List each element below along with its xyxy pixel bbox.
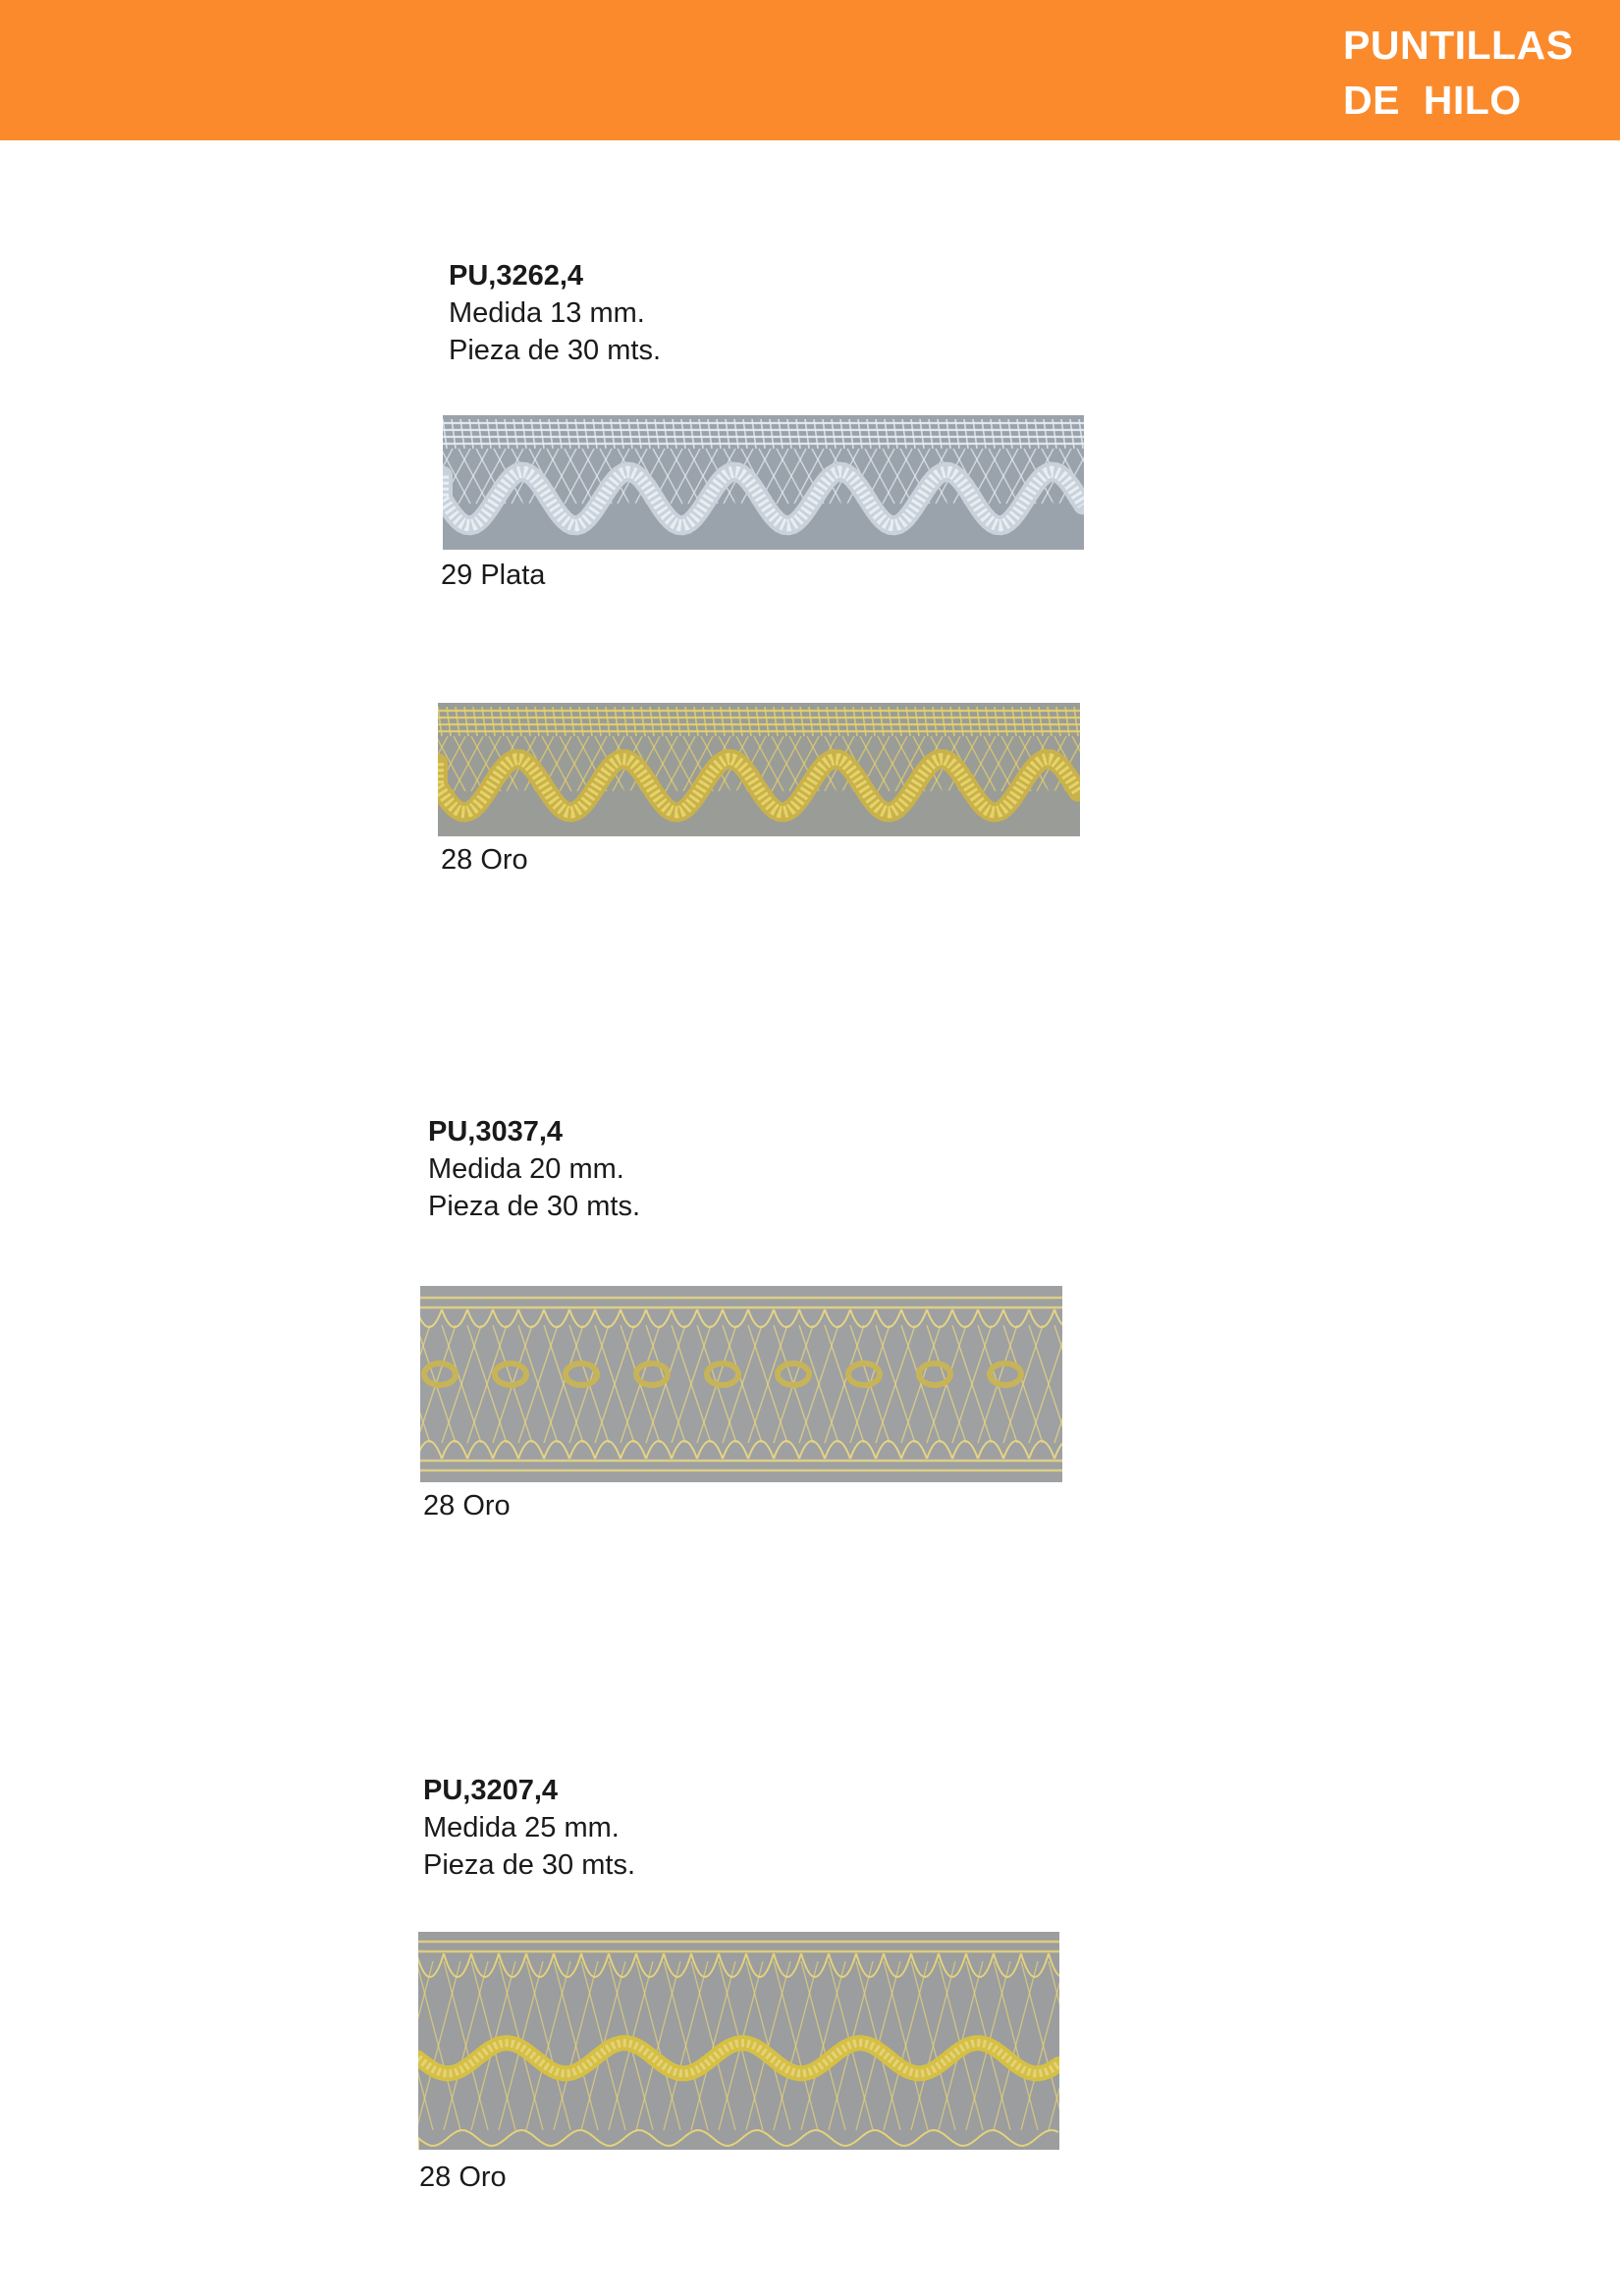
product-code: PU,3037,4 [428, 1116, 564, 1148]
lace-swatch-image [420, 1286, 1062, 1482]
swatch-caption: 28 Oro [441, 844, 528, 876]
product-code: PU,3207,4 [423, 1775, 559, 1806]
section-title-line-1: PUNTILLAS [1343, 23, 1574, 68]
swatch-pu-3037-oro [420, 1286, 1062, 1482]
section-title-line-2: DE HILO [1343, 78, 1522, 123]
lace-swatch-image [438, 703, 1080, 836]
lace-swatch-image [443, 415, 1084, 550]
product-size: Medida 20 mm. [428, 1153, 624, 1185]
swatch-caption: 28 Oro [419, 2162, 507, 2193]
product-pu-3037 [428, 1113, 640, 1225]
swatch-pu-3207-oro [418, 1932, 1059, 2150]
product-pu-3207 [423, 1772, 635, 1884]
section-title [1343, 18, 1574, 128]
product-code: PU,3262,4 [449, 260, 584, 292]
lace-swatch-image [418, 1932, 1059, 2150]
swatch-pu-3262-plata [443, 415, 1084, 550]
product-piece-length: Pieza de 30 mts. [449, 335, 661, 366]
product-size: Medida 13 mm. [449, 297, 645, 329]
swatch-caption: 28 Oro [423, 1490, 511, 1522]
product-size: Medida 25 mm. [423, 1812, 620, 1843]
product-pu-3262 [449, 257, 661, 369]
product-piece-length: Pieza de 30 mts. [428, 1191, 640, 1222]
swatch-caption: 29 Plata [441, 560, 546, 591]
page-header [0, 0, 1620, 140]
swatch-pu-3262-oro [438, 703, 1080, 836]
product-piece-length: Pieza de 30 mts. [423, 1849, 635, 1881]
